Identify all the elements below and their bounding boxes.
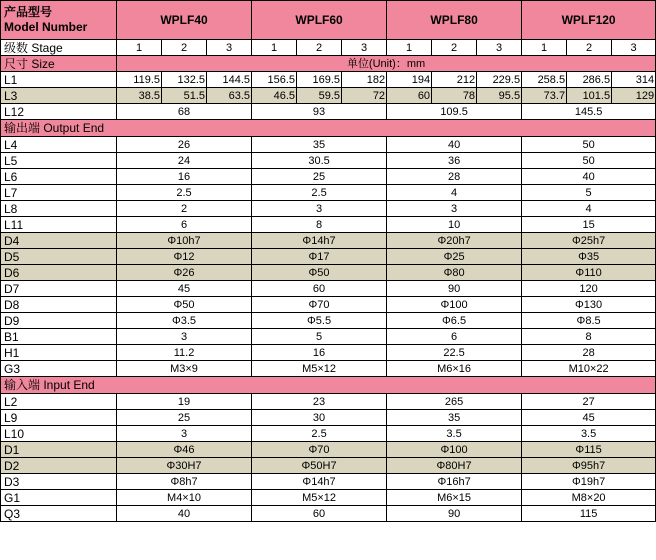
- dim-label: D6: [1, 265, 117, 281]
- dim-value-cell: M5×12: [252, 361, 387, 377]
- dim-row-g1: [1, 490, 656, 506]
- size-label: 尺寸 Size: [1, 56, 117, 72]
- dim-value-cell: 2: [117, 201, 252, 217]
- dim-value-cell: 25: [252, 169, 387, 185]
- dim-label: D4: [1, 233, 117, 249]
- dim-label: D1: [1, 442, 117, 458]
- dim-value-cell: Φ70: [252, 297, 387, 313]
- dim-row-l9: [1, 410, 656, 426]
- stage-label: 级数 Stage: [1, 40, 117, 56]
- dim-value-cell: Φ14h7: [252, 474, 387, 490]
- dim-value-cell: Φ110: [522, 265, 656, 281]
- dim-value-cell: Φ14h7: [252, 233, 387, 249]
- dim-value-cell: 194: [387, 72, 432, 88]
- input-end-section: [1, 377, 656, 394]
- dim-row-d2: [1, 458, 656, 474]
- dim-value-cell: 2.5: [117, 185, 252, 201]
- dim-label: L11: [1, 217, 117, 233]
- dim-value-cell: Φ70: [252, 442, 387, 458]
- dim-label: D5: [1, 249, 117, 265]
- dim-value-cell: 60: [387, 88, 432, 104]
- stage-cell: 3: [477, 40, 522, 56]
- dim-row-l11: [1, 217, 656, 233]
- stage-cell: 3: [612, 40, 656, 56]
- dim-value-cell: Φ25: [387, 249, 522, 265]
- model-header-wplf40: WPLF40: [117, 1, 252, 40]
- dim-value-cell: 182: [342, 72, 387, 88]
- dim-value-cell: 51.5: [162, 88, 207, 104]
- dim-value-cell: 27: [522, 394, 656, 410]
- stage-cell: 1: [387, 40, 432, 56]
- dim-value-cell: 2.5: [252, 426, 387, 442]
- dim-value-cell: Φ19h7: [522, 474, 656, 490]
- dim-value-cell: Φ130: [522, 297, 656, 313]
- dim-row-l12: [1, 104, 656, 120]
- dim-value-cell: Φ100: [387, 442, 522, 458]
- stage-row: [1, 40, 656, 56]
- dim-value-cell: Φ8.5: [522, 313, 656, 329]
- dim-value-cell: Φ80: [387, 265, 522, 281]
- dim-value-cell: 16: [117, 169, 252, 185]
- dim-label: L12: [1, 104, 117, 120]
- dim-value-cell: 16: [252, 345, 387, 361]
- dim-row-l1: [1, 72, 656, 88]
- dim-value-cell: 4: [522, 201, 656, 217]
- stage-cell: 1: [117, 40, 162, 56]
- stage-cell: 3: [207, 40, 252, 56]
- stage-cell: 3: [342, 40, 387, 56]
- output-end-section: [1, 120, 656, 137]
- model-header-wplf60: WPLF60: [252, 1, 387, 40]
- dim-value-cell: Φ8h7: [117, 474, 252, 490]
- dim-value-cell: 3.5: [522, 426, 656, 442]
- dim-value-cell: M4×10: [117, 490, 252, 506]
- dim-label: D7: [1, 281, 117, 297]
- dim-value-cell: M3×9: [117, 361, 252, 377]
- dim-value-cell: 5: [522, 185, 656, 201]
- dim-value-cell: M8×20: [522, 490, 656, 506]
- dim-value-cell: 26: [117, 137, 252, 153]
- dim-value-cell: 60: [252, 506, 387, 522]
- dim-value-cell: Φ6.5: [387, 313, 522, 329]
- dim-row-l4: [1, 137, 656, 153]
- stage-cell: 2: [567, 40, 612, 56]
- dim-value-cell: 8: [252, 217, 387, 233]
- dim-value-cell: 2.5: [252, 185, 387, 201]
- dim-value-cell: 72: [342, 88, 387, 104]
- dim-row-l5: [1, 153, 656, 169]
- model-header-wplf80: WPLF80: [387, 1, 522, 40]
- dim-value-cell: 229.5: [477, 72, 522, 88]
- dim-label: L9: [1, 410, 117, 426]
- dim-value-cell: 10: [387, 217, 522, 233]
- dim-row-l8: [1, 201, 656, 217]
- dim-value-cell: 46.5: [252, 88, 297, 104]
- dim-label: L2: [1, 394, 117, 410]
- dim-value-cell: Φ50: [252, 265, 387, 281]
- dim-value-cell: 6: [117, 217, 252, 233]
- dim-value-cell: 6: [387, 329, 522, 345]
- dim-value-cell: 50: [522, 153, 656, 169]
- dim-value-cell: 3: [252, 201, 387, 217]
- dim-value-cell: 265: [387, 394, 522, 410]
- dim-label: D9: [1, 313, 117, 329]
- stage-cell: 2: [162, 40, 207, 56]
- dim-value-cell: 60: [252, 281, 387, 297]
- dim-value-cell: 90: [387, 506, 522, 522]
- dim-label: B1: [1, 329, 117, 345]
- dim-value-cell: 78: [432, 88, 477, 104]
- dim-value-cell: 145.5: [522, 104, 656, 120]
- dim-value-cell: 40: [387, 137, 522, 153]
- dim-label: Q3: [1, 506, 117, 522]
- dim-value-cell: 45: [117, 281, 252, 297]
- dim-value-cell: 169.5: [297, 72, 342, 88]
- dim-value-cell: Φ50H7: [252, 458, 387, 474]
- dim-value-cell: M5×12: [252, 490, 387, 506]
- dim-label: H1: [1, 345, 117, 361]
- dim-value-cell: M6×15: [387, 490, 522, 506]
- dim-row-b1: [1, 329, 656, 345]
- dim-value-cell: 38.5: [117, 88, 162, 104]
- dim-label: L8: [1, 201, 117, 217]
- dim-value-cell: 11.2: [117, 345, 252, 361]
- dim-value-cell: 120: [522, 281, 656, 297]
- dim-value-cell: 73.7: [522, 88, 567, 104]
- dim-value-cell: 40: [522, 169, 656, 185]
- dim-value-cell: Φ20h7: [387, 233, 522, 249]
- stage-cell: 2: [432, 40, 477, 56]
- dim-value-cell: Φ10h7: [117, 233, 252, 249]
- dim-value-cell: 40: [117, 506, 252, 522]
- dim-value-cell: 90: [387, 281, 522, 297]
- dim-value-cell: 36: [387, 153, 522, 169]
- model-number-label: [1, 1, 117, 40]
- dim-value-cell: 101.5: [567, 88, 612, 104]
- dim-value-cell: 68: [117, 104, 252, 120]
- dim-label: L1: [1, 72, 117, 88]
- dim-value-cell: Φ5.5: [252, 313, 387, 329]
- dim-row-d7: [1, 281, 656, 297]
- dim-label: L5: [1, 153, 117, 169]
- dim-value-cell: 119.5: [117, 72, 162, 88]
- dim-value-cell: 28: [387, 169, 522, 185]
- dim-row-d1: [1, 442, 656, 458]
- stage-cell: 1: [252, 40, 297, 56]
- dim-value-cell: 35: [387, 410, 522, 426]
- dim-value-cell: 3: [117, 426, 252, 442]
- model-header-wplf120: WPLF120: [522, 1, 656, 40]
- dim-value-cell: 63.5: [207, 88, 252, 104]
- dim-label: L6: [1, 169, 117, 185]
- dim-value-cell: 23: [252, 394, 387, 410]
- dim-value-cell: 30: [252, 410, 387, 426]
- dim-value-cell: 3.5: [387, 426, 522, 442]
- dim-value-cell: Φ17: [252, 249, 387, 265]
- dim-value-cell: 8: [522, 329, 656, 345]
- dim-value-cell: Φ12: [117, 249, 252, 265]
- dim-row-d4: [1, 233, 656, 249]
- dim-label: D2: [1, 458, 117, 474]
- dim-value-cell: 3: [117, 329, 252, 345]
- dim-value-cell: 50: [522, 137, 656, 153]
- dim-value-cell: 132.5: [162, 72, 207, 88]
- dim-value-cell: Φ46: [117, 442, 252, 458]
- dim-label: L10: [1, 426, 117, 442]
- dim-value-cell: 4: [387, 185, 522, 201]
- size-row: [1, 56, 656, 72]
- dim-value-cell: Φ26: [117, 265, 252, 281]
- dim-value-cell: 314: [612, 72, 656, 88]
- dim-value-cell: M10×22: [522, 361, 656, 377]
- dim-value-cell: Φ100: [387, 297, 522, 313]
- dim-value-cell: 22.5: [387, 345, 522, 361]
- dim-value-cell: Φ25h7: [522, 233, 656, 249]
- dim-value-cell: 24: [117, 153, 252, 169]
- dim-label: L3: [1, 88, 117, 104]
- dim-row-q3: [1, 506, 656, 522]
- dim-value-cell: Φ16h7: [387, 474, 522, 490]
- stage-cell: 1: [522, 40, 567, 56]
- output-end-section-label: 输出端 Output End: [1, 120, 656, 137]
- dim-row-l7: [1, 185, 656, 201]
- dim-value-cell: 95.5: [477, 88, 522, 104]
- dim-value-cell: Φ115: [522, 442, 656, 458]
- dim-value-cell: 15: [522, 217, 656, 233]
- dim-value-cell: M6×16: [387, 361, 522, 377]
- dim-value-cell: 115: [522, 506, 656, 522]
- dim-value-cell: Φ3.5: [117, 313, 252, 329]
- dim-value-cell: 19: [117, 394, 252, 410]
- dim-value-cell: 129: [612, 88, 656, 104]
- dim-row-l6: [1, 169, 656, 185]
- stage-cell: 2: [297, 40, 342, 56]
- dim-row-l10: [1, 426, 656, 442]
- model-label-cn: 产品型号: [4, 5, 53, 19]
- dim-label: D8: [1, 297, 117, 313]
- dim-row-d9: [1, 313, 656, 329]
- dim-value-cell: 93: [252, 104, 387, 120]
- dim-label: L4: [1, 137, 117, 153]
- dim-row-d5: [1, 249, 656, 265]
- dim-row-d3: [1, 474, 656, 490]
- dim-value-cell: 45: [522, 410, 656, 426]
- dim-value-cell: 156.5: [252, 72, 297, 88]
- dim-value-cell: 3: [387, 201, 522, 217]
- dim-value-cell: 258.5: [522, 72, 567, 88]
- dim-label: L7: [1, 185, 117, 201]
- dim-value-cell: Φ95h7: [522, 458, 656, 474]
- dim-value-cell: Φ50: [117, 297, 252, 313]
- dim-label: G1: [1, 490, 117, 506]
- dim-label: D3: [1, 474, 117, 490]
- dim-value-cell: 144.5: [207, 72, 252, 88]
- dim-value-cell: 35: [252, 137, 387, 153]
- header-row: [1, 1, 656, 40]
- unit-label: 单位(Unit)：mm: [117, 56, 656, 72]
- dim-value-cell: 25: [117, 410, 252, 426]
- dim-row-l2: [1, 394, 656, 410]
- dim-value-cell: 212: [432, 72, 477, 88]
- dim-label: G3: [1, 361, 117, 377]
- input-end-section-label: 输入端 Input End: [1, 377, 656, 394]
- dim-value-cell: Φ80H7: [387, 458, 522, 474]
- dim-row-d8: [1, 297, 656, 313]
- dim-row-d6: [1, 265, 656, 281]
- dim-value-cell: Φ30H7: [117, 458, 252, 474]
- dim-row-l3: [1, 88, 656, 104]
- dim-value-cell: 28: [522, 345, 656, 361]
- dim-row-g3: [1, 361, 656, 377]
- dim-value-cell: 109.5: [387, 104, 522, 120]
- model-label-en: Model Number: [4, 20, 88, 34]
- dim-value-cell: 5: [252, 329, 387, 345]
- dim-row-h1: [1, 345, 656, 361]
- dim-value-cell: Φ35: [522, 249, 656, 265]
- dim-value-cell: 59.5: [297, 88, 342, 104]
- dim-value-cell: 286.5: [567, 72, 612, 88]
- dim-value-cell: 30.5: [252, 153, 387, 169]
